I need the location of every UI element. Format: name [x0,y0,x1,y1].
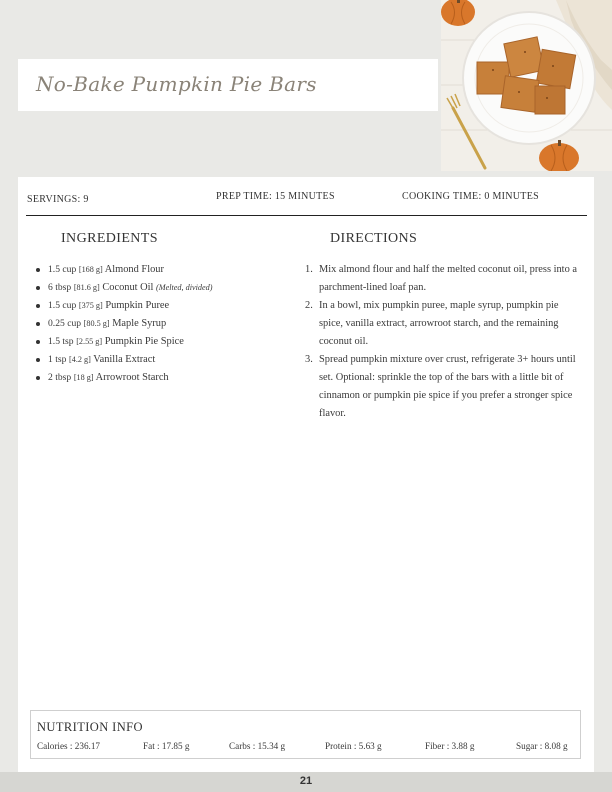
nutrition-protein: Protein : 5.63 g [325,741,382,751]
direction-step: 3. Spread pumpkin mixture over crust, refrigerate 3+ hours until set. Optional: sprinkle the top of the bars with a little bit of cinnamon or pumpkin pie spice if you prefer a stronger spice flavor. [305,354,576,419]
divider [26,215,587,216]
ingredient-item: 1 tsp [4.2 g] Vanilla Extract [35,351,290,369]
direction-step: 1. Mix almond flour and half the melted coconut oil, press into a parchment-lined loaf pan. [305,264,577,293]
directions-heading: DIRECTIONS [330,231,418,246]
recipe-photo [441,0,612,171]
recipe-card [18,177,594,772]
footer-bar [0,772,612,792]
nutrition-calories: Calories : 236.17 [37,741,101,751]
page-number: 21 [299,775,313,787]
prep-time: PREP TIME: 15 MINUTES [216,191,335,202]
directions-list [303,261,583,423]
nutrition-title: NUTRITION INFO [37,720,143,734]
servings: SERVINGS: 9 [27,194,89,205]
ingredient-item: 2 tbsp [18 g] Arrowroot Starch [35,369,290,387]
nutrition-fat: Fat : 17.85 g [143,741,190,751]
cooking-time: COOKING TIME: 0 MINUTES [402,191,539,202]
ingredient-item: 0.25 cup [80.5 g] Maple Syrup [35,315,290,333]
nutrition-sugar: Sugar : 8.08 g [516,741,568,751]
ingredients-heading: INGREDIENTS [61,231,158,246]
title-card [18,59,438,111]
recipe-title: No-Bake Pumpkin Pie Bars [36,72,317,96]
ingredients-list [35,261,290,387]
direction-step: 2. In a bowl, mix pumpkin puree, maple syrup, pumpkin pie spice, vanilla extract, arrowroot starch, and the remaining coconut oil. [305,300,559,347]
ingredient-item: 1.5 tsp [2.55 g] Pumpkin Pie Spice [35,333,290,351]
nutrition-box [30,710,581,759]
ingredient-item: 1.5 cup [168 g] Almond Flour [35,261,290,279]
ingredient-item: 1.5 cup [375 g] Pumpkin Puree [35,297,290,315]
nutrition-carbs: Carbs : 15.34 g [229,741,286,751]
nutrition-fiber: Fiber : 3.88 g [425,741,475,751]
ingredient-item: 6 tbsp [81.6 g] Coconut Oil (Melted, divided) [35,279,290,297]
